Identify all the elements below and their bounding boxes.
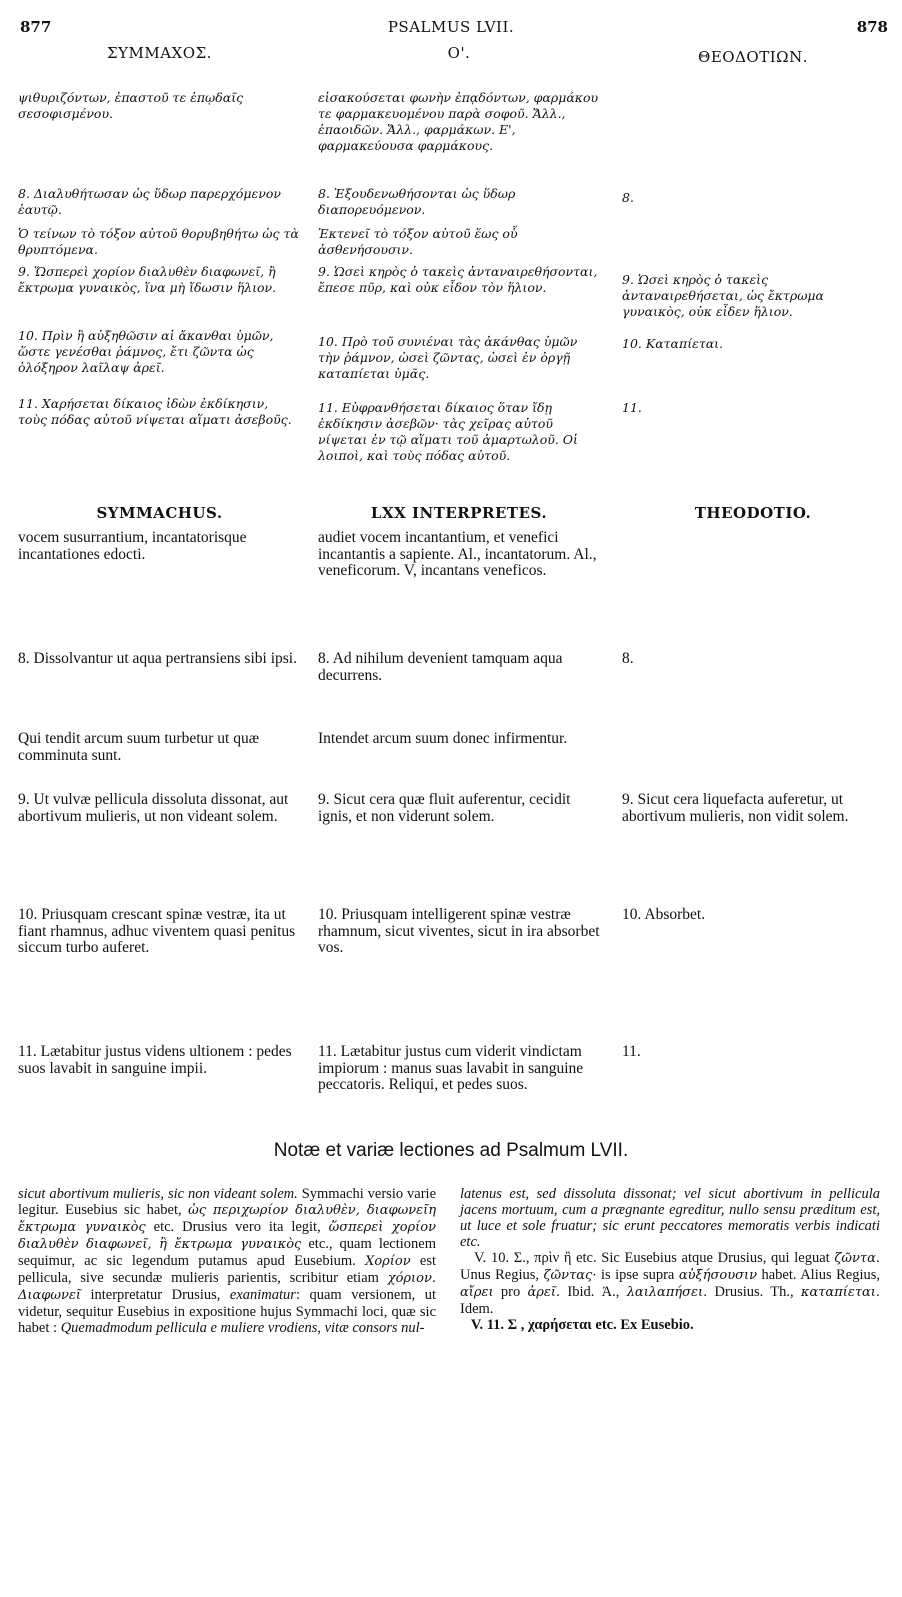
notes-right-column: latenus est, sed dissoluta dissonat; vel sicut abortivum in pellicula jacens mortuum, cum a prægnante egreditur, nullo sensu præditum est, ut luce et sole fruatur; sic erunt peccatores memoratis verbis indicati etc. V. 10. Σ., πρὶν ἢ etc. Sic Eusebius atque Drusius, qui leguat ζῶντα. Unus Regius, ζῶντας· is ipse supra αὐξήσουσιν habet. Alius Regius, αἴρει pro ἀρεῖ. Ibid. Ἀ., λαιλαπήσει. Drusius. Th., καταπίεται. Idem. V. 11. Σ , χαρήσεται etc. Ex Eusebio. [460, 1186, 881, 1333]
greek-sym-v9: 9. Ὥσπερεὶ χορίον διαλυθὲν διαφωνεῖ, ἢ ἔκτρωμα γυναικὸς, ἵνα μὴ ἴδωσιν ἥλιον. [18, 264, 277, 295]
page-number-right: 878 [856, 18, 888, 36]
latin-lxx-v7: audiet vocem incantantium, et venefici incantantis a sapiente. Al., incantatorum. Al., veneficorum. V, incantans veneficos. [318, 529, 597, 579]
running-title: PSALMUS LVII. [387, 18, 515, 36]
latin-head-theodotion: THEODOTIO. [694, 504, 812, 522]
greek-the-v8: 8. [622, 190, 634, 205]
latin-head-lxx: LXX INTERPRETES. [370, 504, 548, 522]
greek-sym-v8: 8. Διαλυθήτωσαν ὡς ὕδωρ παρερχόμενον ἑαυτῷ. [18, 186, 281, 217]
latin-the-v9: 9. Sicut cera liquefacta auferetur, ut abortivum mulieris, non vidit solem. [622, 791, 849, 825]
latin-lxx-v11: 11. Lætabitur justus cum viderit vindictam impiorum : manus suas lavabit in sanguine peccatoris. Reliqui, et pedes suos. [318, 1043, 584, 1093]
latin-lxx-v8: 8. Ad nihilum devenient tamquam aqua decurrens. [318, 650, 563, 684]
greek-lxx-v8b: Ἐκτενεῖ τὸ τόξον αὐτοῦ ἕως οὗ ἀσθενήσουσιν. [318, 226, 518, 257]
greek-head-symmachus: ΣΥΜΜΑΧΟΣ. [107, 44, 212, 62]
latin-lxx-v8b: Intendet arcum suum donec infirmentur. [318, 730, 568, 747]
latin-the-v11: 11. [622, 1043, 641, 1060]
greek-lxx-v10: 10. Πρὸ τοῦ συνιέναι τὰς ἀκάνθας ὑμῶν τὴν ῥάμνον, ὡσεὶ ζῶντας, ὡσεὶ ἐν ὀργῇ καταπίεται ὑμᾶς. [318, 334, 578, 381]
latin-lxx-v9: 9. Sicut cera quæ fluit auferentur, cecidit ignis, et non viderunt solem. [318, 791, 571, 825]
greek-sym-v7: ψιθυριζόντων, ἐπαστοῦ τε ἐπῳδαῖς σεσοφισμένου. [18, 90, 244, 121]
latin-sym-v8: 8. Dissolvantur ut aqua pertransiens sibi ipsi. [18, 650, 297, 667]
greek-lxx-v9: 9. Ὡσεὶ κηρὸς ὁ τακεὶς ἀνταναιρεθήσονται, ἔπεσε πῦρ, καὶ οὐκ εἶδον τὸν ἥλιον. [318, 264, 598, 295]
latin-lxx-v10: 10. Priusquam intelligerent spinæ vestræ rhamnum, sicut viventes, sicut in ira absorbet vos. [318, 906, 600, 956]
greek-the-v9: 9. Ὡσεὶ κηρὸς ὁ τακεὶς ἀνταναιρεθήσεται, ὡς ἔκτρωμα γυναικὸς, οὐκ εἶδεν ἥλιον. [622, 272, 824, 319]
greek-lxx-v7: εἰσακούσεται φωνὴν ἐπᾳδόντων, φαρμάκου τε φαρμακευομένου παρὰ σοφοῦ. Ἄλλ., ἐπαοιδῶν. Ἄλλ., φαρμάκων. Ε', φαρμακεύουσα φαρμάκους. [318, 90, 599, 153]
notes-title: Notæ et variæ lectiones ad Psalmum LVII. [273, 1140, 629, 1161]
latin-sym-v10: 10. Priusquam crescant spinæ vestræ, ita ut fiant rhamnus, adhuc viventem quasi penitus siccum turbo auferet. [18, 906, 296, 956]
notes-left-column: sicut abortivum mulieris, sic non videant solem. Symmachi versio varie legitur. Eusebius sic habet, ὡς περιχωρίον διαλυθὲν, διαφωνεῖη ἔκτρωμα γυναικὸς etc. Drusius vero ita legit, ὥσπερεὶ χορίον διαλυθὲν διαφωνεῖ, ἢ ἔκτρωμα γυναικὸς etc., quam lectionem sequimur, ac sic legendum putamus apud Eusebium. Χορίον est pellicula, sive secundæ mulieris parientis, scribitur etiam χόριον. Διαφωνεῖ interpretatur Drusius, exanimatur: quam versionem, ut videtur, sequitur Eusebius in expositione hujus Symmachi loci, quæ sic habet : Quemadmodum pellicula e muliere vrodiens, vitæ consors nul- [18, 1186, 437, 1336]
greek-head-theodotion: ΘΕΟΔΟΤΙΩΝ. [698, 48, 808, 66]
latin-head-symmachus: SYMMACHUS. [96, 504, 223, 522]
latin-the-v10: 10. Absorbet. [622, 906, 706, 923]
latin-sym-v9: 9. Ut vulvæ pellicula dissoluta dissonat, aut abortivum mulieris, ut non videant solem. [18, 791, 289, 825]
page-number-left: 877 [20, 18, 52, 36]
latin-sym-v7: vocem susurrantium, incantatorisque incantationes edocti. [18, 529, 247, 563]
greek-sym-v10: 10. Πρὶν ἢ αὐξηθῶσιν αἱ ἄκανθαι ὑμῶν, ὥστε γενέσθαι ῥάμνος, ἔτι ζῶντα ὡς ὁλόξηρον λαῖλαψ ἀρεῖ. [18, 328, 274, 375]
greek-lxx-v8: 8. Ἐξουδενωθήσονται ὡς ὕδωρ διαπορευόμενον. [318, 186, 516, 217]
note-lemma: sicut abortivum mulieris, sic non videant solem. [18, 1186, 298, 1202]
greek-the-v10: 10. Καταπίεται. [622, 336, 724, 351]
latin-sym-v8b: Qui tendit arcum suum turbetur ut quæ comminuta sunt. [18, 730, 260, 764]
greek-sym-v8b: Ὁ τείνων τὸ τόξον αὐτοῦ θορυβηθήτω ὡς τὰ θρυπτόμενα. [18, 226, 299, 257]
greek-lxx-v11: 11. Εὐφρανθήσεται δίκαιος ὅταν ἴδῃ ἐκδίκησιν ἀσεβῶν· τὰς χεῖρας αὐτοῦ νίψεται ἐν τῷ αἵματι τοῦ ἁμαρτωλοῦ. Οἱ λοιποὶ, καὶ τοὺς πόδας αὐτοῦ. [318, 400, 578, 463]
greek-the-v11: 11. [622, 400, 642, 415]
latin-the-v8: 8. [622, 650, 634, 667]
greek-head-lxx: O'. [447, 44, 471, 62]
greek-sym-v11: 11. Χαρήσεται δίκαιος ἰδὼν ἐκδίκησιν, τοὺς πόδας αὐτοῦ νίψεται αἵματι ἀσεβοῦς. [18, 396, 292, 427]
latin-sym-v11: 11. Lætabitur justus videns ultionem : pedes suos lavabit in sanguine impii. [18, 1043, 292, 1077]
